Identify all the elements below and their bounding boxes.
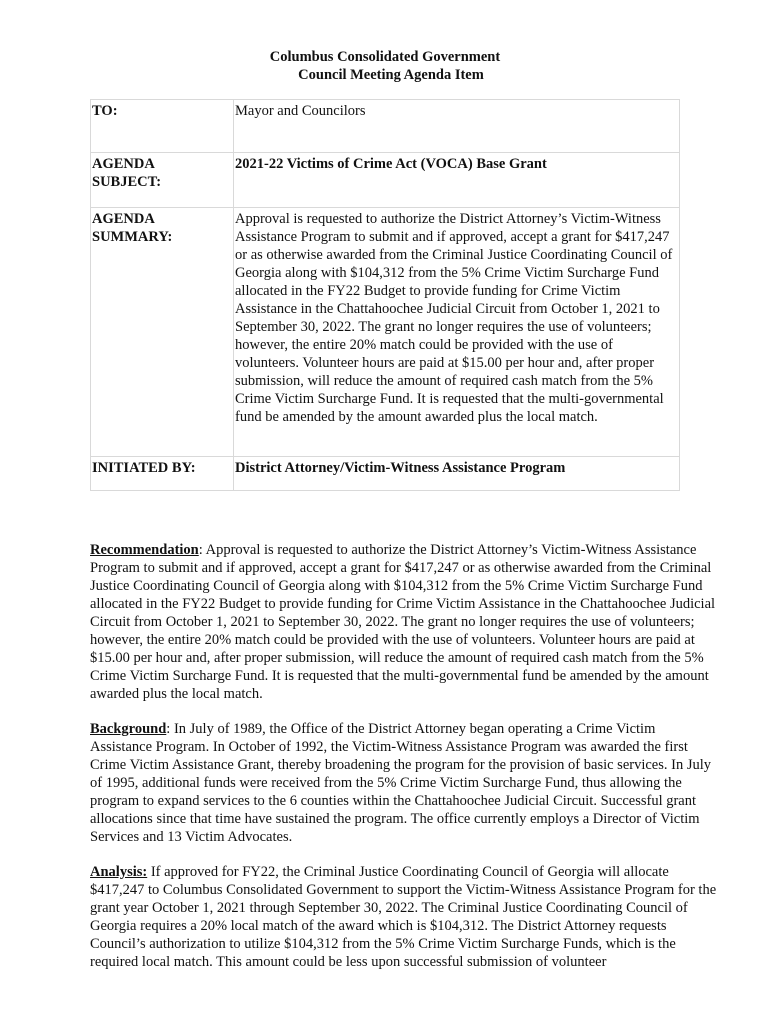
agenda-row-to: [91, 100, 680, 153]
to-label: TO:: [91, 100, 234, 153]
to-value: Mayor and Councilors: [234, 100, 680, 153]
header-line-2: Council Meeting Agenda Item: [298, 67, 484, 83]
analysis-text: If approved for FY22, the Criminal Justice Coordinating Council of Georgia will allocate $417,247 to Columbus Consolidated Government to support the Victim-Witness Assistance Program for the grant year October 1, 2021 through September 30, 2022. The Criminal Justice Coordinating Council of Georgia requires a 20% local match of the award which is $104,312. The District Attorney requests Council’s authorization to utilize $104,312 from the 5% Crime Victim Surcharge Funds, which is the required local match. This amount could be less upon successful submission of volunteer: [90, 864, 717, 970]
subject-label-line-1: AGENDA: [92, 156, 155, 172]
header-line-1: Columbus Consolidated Government: [269, 49, 501, 65]
background-text: : In July of 1989, the Office of the District Attorney began operating a Crime Victim Assistance Program. In October of 1992, the Victim-Witness Assistance Program was awarded the first Crime Victim Assistance Grant, thereby broadening the program for the provision of basic services. In July of 1995, additional funds were received from the 5% Crime Victim Surcharge Fund, thus allowing the program to expand services to the 6 counties within the Chattahoochee Judicial Circuit. Successful grant allocations since that time have sustained the program. The office currently employs a Director of Victim Services and 13 Victim Advocates.: [90, 721, 712, 845]
initiated-value: District Attorney/Victim-Witness Assistance Program: [234, 457, 680, 491]
subject-label: [91, 153, 234, 208]
agenda-table: [90, 99, 680, 491]
document-header: [0, 48, 770, 84]
subject-value: 2021-22 Victims of Crime Act (VOCA) Base Grant: [234, 153, 680, 208]
recommendation-text: : Approval is requested to authorize the District Attorney’s Victim-Witness Assistance Program to submit and if approved, accept a grant for $417,247 or as otherwise awarded from the Criminal Justice Coordinating Council of Georgia along with $104,312 from the 5% Crime Victim Surcharge Fund allocated in the FY22 Budget to provide funding for Crime Victim Assistance in the Chattahoochee Judicial Circuit from October 1, 2021 to September 30, 2022. The grant no longer requires the use of volunteers; however, the entire 20% match could be provided with the use of volunteers. Volunteer hours are paid at $15.00 per hour and, after proper submission, will reduce the amount of required cash match from the 5% Crime Victim Surcharge Fund. It is requested that the multi-governmental fund be amended by the amount awarded plus the local match.: [90, 542, 716, 702]
summary-label-line-1: AGENDA: [92, 211, 155, 227]
background-title: Background: [90, 721, 167, 737]
recommendation-paragraph: [90, 541, 720, 703]
agenda-row-subject: [91, 153, 680, 208]
agenda-row-summary: [91, 208, 680, 457]
background-paragraph: [90, 720, 720, 846]
summary-label: [91, 208, 234, 457]
recommendation-title: Recommendation: [90, 542, 199, 558]
analysis-paragraph: [90, 863, 720, 971]
summary-value: Approval is requested to authorize the District Attorney’s Victim-Witness Assistance Program to submit and if approved, accept a grant for $417,247 or as otherwise awarded from the Criminal Justice Coordinating Council of Georgia along with $104,312 from the 5% Crime Victim Surcharge Fund allocated in the FY22 Budget to provide funding for Crime Victim Assistance in the Chattahoochee Judicial Circuit from October 1, 2021 to September 30, 2022. The grant no longer requires the use of volunteers; however, the entire 20% match could be provided with the use of volunteers. Volunteer hours are paid at $15.00 per hour and, after proper submission, will reduce the amount of required cash match from the 5% Crime Victim Surcharge Fund. It is requested that the multi-governmental fund be amended by the amount awarded plus the local match.: [234, 208, 680, 457]
initiated-label: INITIATED BY:: [91, 457, 234, 491]
subject-label-line-2: SUBJECT:: [92, 174, 162, 190]
summary-label-line-2: SUMMARY:: [92, 229, 173, 245]
analysis-title: Analysis:: [90, 864, 148, 880]
agenda-row-initiated: [91, 457, 680, 491]
